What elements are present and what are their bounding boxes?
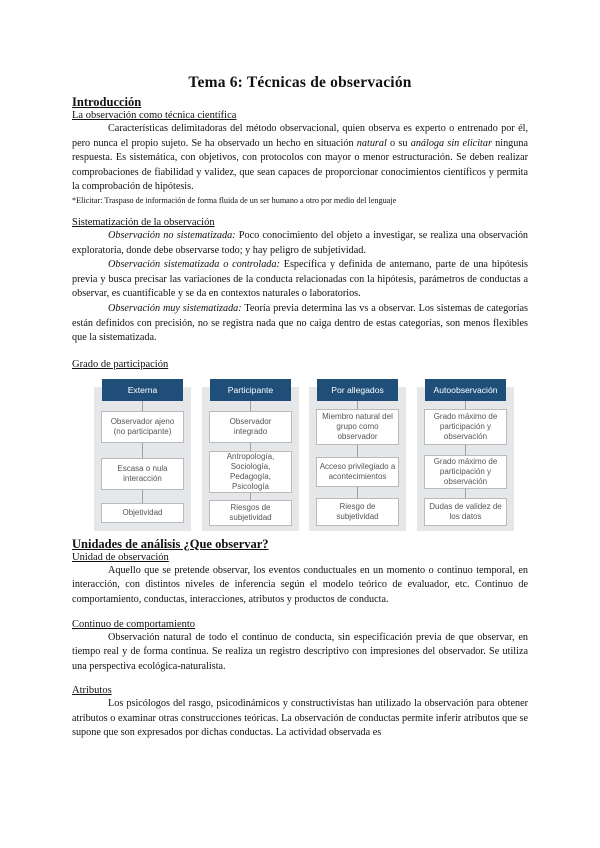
diagram-box: Miembro natural del grupo como observador [316,409,399,445]
diagram-box: Riesgo de subjetividad [316,498,399,526]
page-title: Tema 6: Técnicas de observación [188,74,412,91]
diagram-box: Grado máximo de participación y observación [424,409,507,445]
participation-diagram [72,373,528,533]
intro-subheading: La observación como técnica científica [72,110,237,121]
column-header: Externa [102,379,183,401]
diagram-box: Antropología, Sociología, Pedagogía, Psicología [209,451,292,493]
diagram-box: Observador integrado [209,411,292,443]
diagram-box: Acceso privilegiado a acontecimientos [316,457,399,487]
unit-observation-heading: Unidad de observación [72,551,169,563]
continuum-paragraph: Observación natural de todo el continuo de conducta, sin especificación previa de que observar, en tiempo real y de forma continua. Se realiza un registro descriptivo con impresiones del observador. Se utiliza una perspectiva ecológica-naturalista. [72,631,528,672]
diagram-column-por-allegados [309,379,406,531]
column-header: Autoobservación [425,379,506,401]
systematization-item: Observación sistematizada o controlada: Específica y definida de antemano, parte de una hipótesis previa y busca precisar las variaciones de la conducta relacionadas con la hipótesis, parámetros de conductas a observar, es cuantificable y se da en contextos naturales o laboratorios. [72,259,528,300]
diagram-box: Grado máximo de participación y observación [424,455,507,489]
systematization-heading: Sistematización de la observación [72,216,215,228]
diagram-box: Objetividad [101,503,184,523]
systematization-item: Observación no sistematizada: Poco conocimiento del objeto a investigar, se realiza una observación exploratoria, donde debe observarse todo; y hay peligro de subjetividad. [72,229,529,256]
column-header: Por allegados [317,379,398,401]
intro-heading: Introducción [72,95,142,109]
attributes-paragraph: Los psicólogos del rasgo, psicodinámicos y constructivistas han utilizado la observación para obtener atributos o examinar otras construcciones teóricas. La observación de conductas permite inferir atributos que se supone que son expresados por dichas conductas. La actividad observada es [72,698,528,739]
diagram-column-externa [94,379,191,531]
unit-observation-paragraph: Aquello que se pretende observar, los eventos conductuales en un momento o continuo temporal, en interacción, con distintos niveles de inferencia según el modelo teórico de evaluador, etc. Continuo de comportamiento, conductas, interacciones, atributos y productos de conducta. [72,564,528,605]
diagram-column-participante [202,379,299,531]
continuum-heading: Continuo de comportamiento [72,618,196,630]
diagram-box: Dudas de validez de los datos [424,498,507,526]
diagram-column-autoobservacion [417,379,514,531]
document-page [72,74,528,741]
intro-paragraph: Características delimitadoras del método observacional, quien observa es experto o entrenado por él, pero nunca el propio sujeto. Se ha observado un hecho en situación natural o su análoga sin elicitar ninguna respuesta. Es sistemática, con objetivos, con protocolos con mayor o menor estructuración. Se deben realizar comprobaciones de fiabilidad y validez, que sean capaces de proporcionar conocimientos científicos y permita la comprobación de hipótesis. [72,123,528,193]
footnote-elicitar: *Elicitar: Traspaso de información de forma fluida de un ser humano a otro por medio del lenguaje [72,195,397,205]
units-heading: Unidades de análisis ¿Que observar? [72,536,269,551]
diagram-box: Riesgos de subjetividad [209,500,292,526]
diagram-box: Observador ajeno (no participante) [101,411,184,443]
systematization-item: Observación muy sistematizada: Teoría previa determina las vs a observar. Los sistemas de categorías están definidos con precisión, no se registra nada que no caiga dentro de estas categorías, son menos flexibles que la sistematizada. [72,302,528,344]
participation-heading: Grado de participación [72,358,169,370]
column-header: Participante [210,379,291,401]
diagram-box: Escasa o nula interacción [101,458,184,490]
attributes-heading: Atributos [72,685,112,697]
